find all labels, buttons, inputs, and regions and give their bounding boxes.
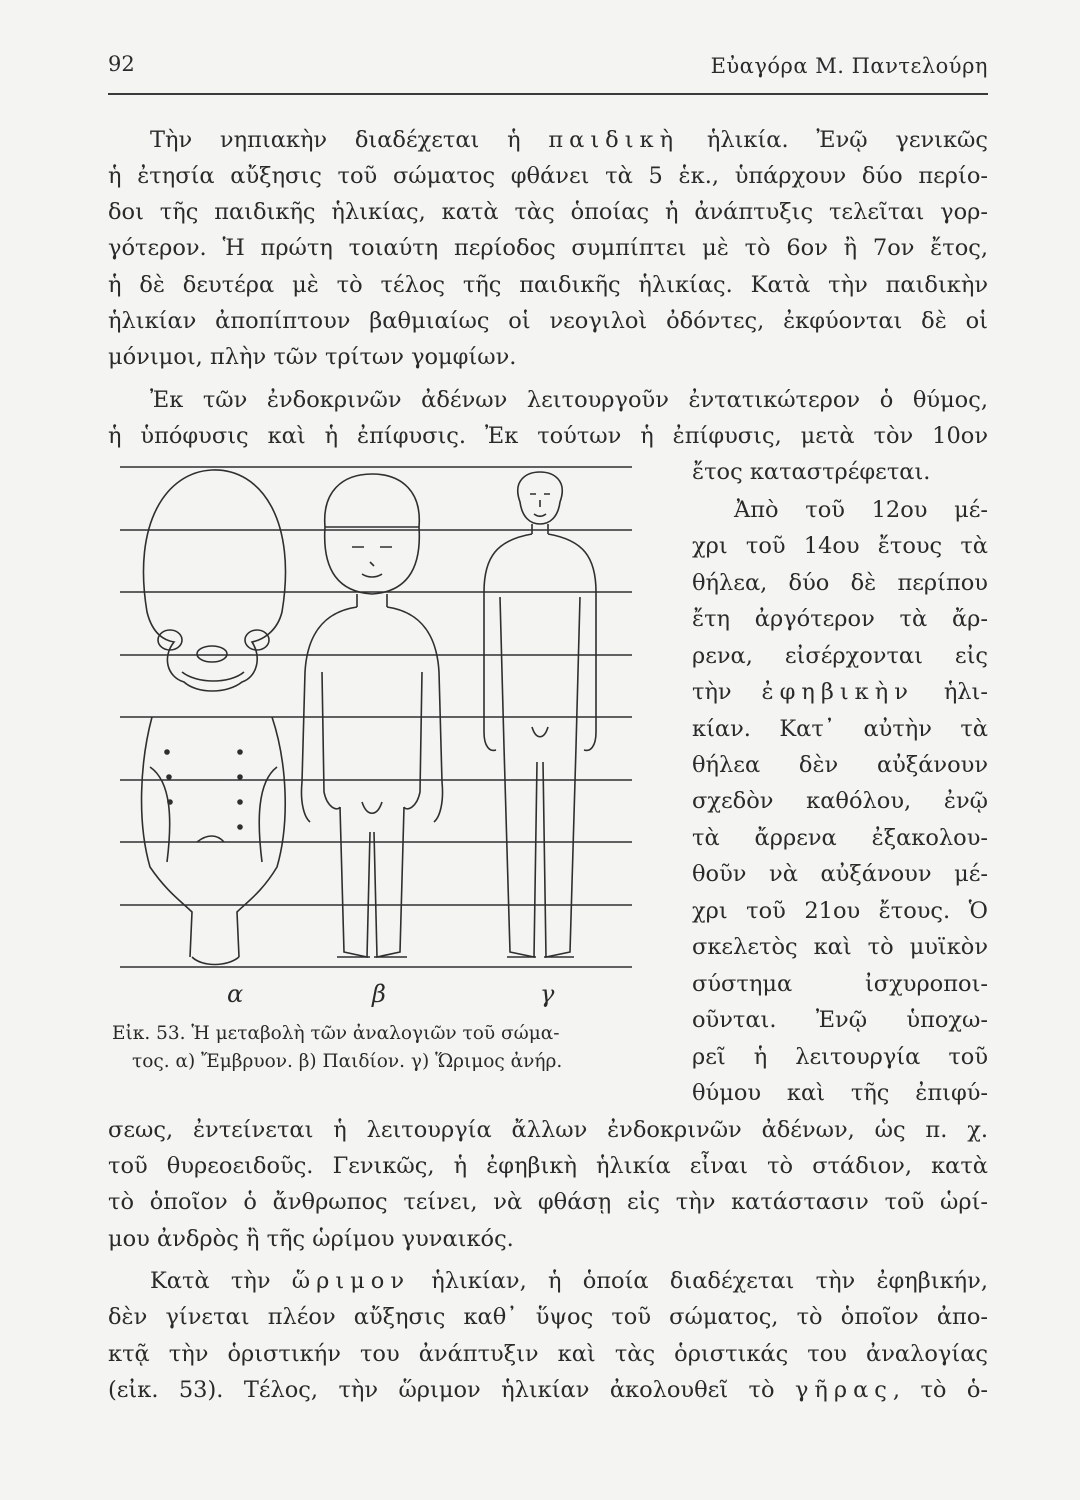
page-header <box>108 52 988 88</box>
text-line: ρεῖ ἡ λειτουργία τοῦ <box>692 1044 988 1070</box>
text-line: σεως, ἐντείνεται ἡ λειτουργία ἄλλων ἐνδοκρινῶν ἀδένων, ὡς π. χ. <box>108 1117 988 1143</box>
text-line: τὸ ὁποῖον ὁ ἄνθρωπος τείνει, νὰ φθάσῃ εἰς τὴν κατάστασιν τοῦ ὡρί- <box>108 1189 988 1215</box>
text-line: κτᾷ τὴν ὁριστικήν του ἀνάπτυξιν καὶ τὰς ὁριστικάς του ἀναλογίας <box>108 1341 988 1367</box>
text-line: Κατὰ τὴν ὥριμον ἡλικίαν, ἡ ὁποία διαδέχεται τὴν ἐφηβικήν, <box>150 1268 988 1294</box>
figure-caption-line: τος. α) Ἔμβρυον. β) Παιδίον. γ) Ὥριμος ἀνήρ. <box>132 1051 563 1072</box>
text-line: γότερον. Ἡ πρώτη τοιαύτη περίοδος συμπίπτει μὲ τὸ 6ον ἢ 7ον ἔτος, <box>108 235 988 261</box>
text-line: ρενα, εἰσέρχονται εἰς <box>692 643 988 669</box>
text-line: ἡ ὑπόφυσις καὶ ἡ ἐπίφυσις. Ἐκ τούτων ἡ ἐπίφυσις, μετὰ τὸν 10ον <box>108 423 988 449</box>
text-line: σχεδὸν καθόλου, ἐνῷ <box>692 788 988 814</box>
page-number: 92 <box>108 52 135 76</box>
text-line: Ἐκ τῶν ἐνδοκρινῶν ἀδένων λειτουργοῦν ἐντατικώτερον ὁ θύμος, <box>150 387 988 413</box>
text-line: ἡλικίαν ἀποπίπτουν βαθμιαίως οἱ νεογιλοὶ ὀδόντες, ἐκφύονται δὲ οἱ <box>108 308 988 334</box>
text-line: κίαν. Κατ᾽ αὐτὴν τὰ <box>692 716 988 742</box>
text-line: θύμου καὶ τῆς ἐπιφύ- <box>692 1080 988 1106</box>
text-line: θήλεα, δύο δὲ περίπου <box>692 570 988 596</box>
header-rule <box>108 93 988 95</box>
figure-caption-line: Εἰκ. 53. Ἡ μεταβολὴ τῶν ἀναλογιῶν τοῦ σώμα- <box>112 1023 560 1044</box>
text-line: θοῦν νὰ αὐξάνουν μέ- <box>692 861 988 887</box>
text-line: χρι τοῦ 14ου ἔτους τὰ <box>692 533 988 559</box>
text-line: τὴν ἐφηβικὴν ἡλι- <box>692 679 988 705</box>
spaced-term: ὥριμον <box>291 1268 410 1294</box>
spaced-term: ἐφηβικὴν <box>761 679 914 705</box>
adult-figure <box>484 472 596 957</box>
text-line: ἔτος καταστρέφεται. <box>692 459 931 485</box>
running-head: Εὐαγόρα Μ. Παντελούρη <box>710 54 988 78</box>
spaced-term: παιδικὴ <box>548 127 680 153</box>
text-line: θήλεα δὲν αὐξάνουν <box>692 752 988 778</box>
figure-label-b: β <box>372 980 386 1008</box>
figure-label-a: α <box>227 980 244 1008</box>
text-line: ἡ ἐτησία αὔξησις τοῦ σώματος φθάνει τὰ 5 ἑκ., ὑπάρχουν δύο περίο- <box>108 163 988 189</box>
text-line: τοῦ θυρεοειδοῦς. Γενικῶς, ἡ ἐφηβικὴ ἡλικία εἶναι τὸ στάδιον, κατὰ <box>108 1153 988 1179</box>
text-line: χρι τοῦ 21ου ἔτους. Ὁ <box>692 898 988 924</box>
text-line: δοι τῆς παιδικῆς ἡλικίας, κατὰ τὰς ὁποίας ἡ ἀνάπτυξις τελεῖται γορ- <box>108 199 988 225</box>
text-line: μόνιμοι, πλὴν τῶν τρίτων γομφίων. <box>108 344 517 370</box>
proportion-drawing <box>112 462 642 977</box>
figure-label-c: γ <box>540 980 555 1008</box>
text-line: μου ἀνδρὸς ἢ τῆς ὡρίμου γυναικός. <box>108 1226 514 1252</box>
text-line: σύστημα ἰσχυροποι- <box>692 971 988 997</box>
text-line: ἔτη ἀργότερον τὰ ἄρ- <box>692 606 988 632</box>
text-line: Τὴν νηπιακὴν διαδέχεται ἡ παιδικὴ ἡλικία. Ἐνῷ γενικῶς <box>150 127 988 153</box>
text-line: σκελετὸς καὶ τὸ μυϊκὸν <box>692 934 988 960</box>
text-line: δὲν γίνεται πλέον αὔξησις καθ᾽ ὕψος τοῦ σώματος, τὸ ὁποῖον ἀπο- <box>108 1304 988 1330</box>
text-line: ἡ δὲ δευτέρα μὲ τὸ τέλος τῆς παιδικῆς ἡλικίας. Κατὰ τὴν παιδικὴν <box>108 272 988 298</box>
text-line: οῦνται. Ἐνῷ ὑποχω- <box>692 1007 988 1033</box>
text-line: (εἰκ. 53). Τέλος, τὴν ὥριμον ἡλικίαν ἀκολουθεῖ τὸ γῆρας, τὸ ὁ- <box>108 1377 988 1403</box>
spaced-term: γῆρας <box>794 1377 893 1403</box>
text-line: τὰ ἄρρενα ἐξακολου- <box>692 825 988 851</box>
text-line: Ἀπὸ τοῦ 12ου μέ- <box>734 497 988 523</box>
figure-body-proportions <box>112 462 642 977</box>
child-figure <box>301 474 442 957</box>
